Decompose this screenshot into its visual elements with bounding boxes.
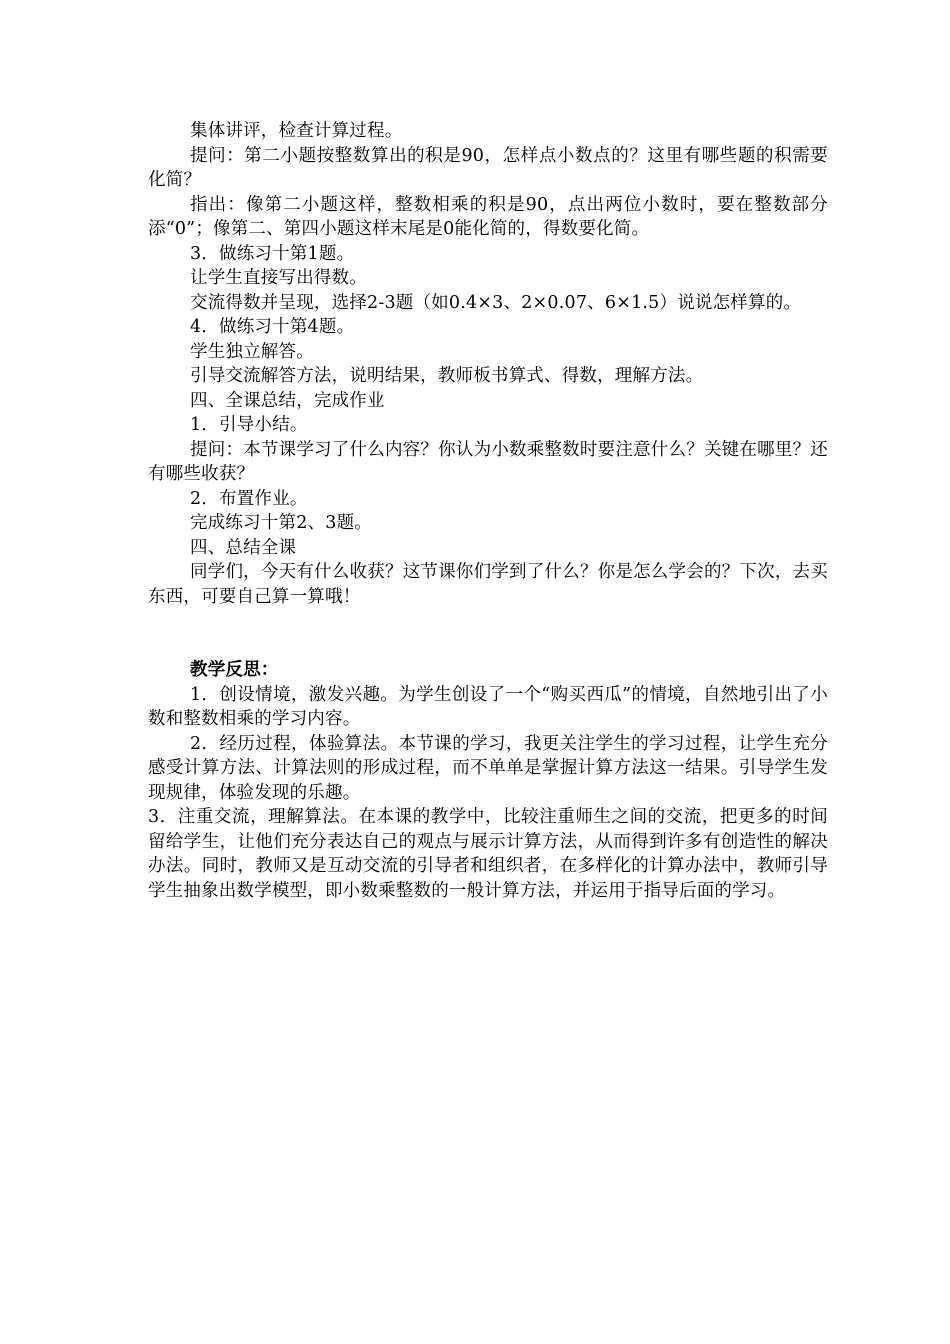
paragraph-write-results: 让学生直接写出得数。 (190, 268, 367, 288)
section-gap (148, 609, 828, 658)
paragraph-independent: 学生独立解答。 (190, 341, 314, 362)
paragraph-exercise-1: 3．做练习十第1题。 (190, 243, 355, 264)
document-body (148, 119, 828, 903)
paragraph-conclusion: 同学们，今天有什么收获？这节课你们学到了什么？你是怎么学会的？下次，去买东西，可要自己算一算哦！ (148, 562, 828, 607)
paragraph-review: 集体讲评，检查计算过程。 (190, 121, 403, 141)
paragraph-point-out: 指出：像第二小题这样，整数相乘的积是90，点出两位小数时，要在整数部分添“0”；像第二、第四小题这样末尾是0能化简的，得数要化简。 (148, 194, 828, 239)
reflection-heading: 教学反思： (190, 660, 279, 680)
reflection-item-3: 3．注重交流，理解算法。在本课的教学中，比较注重师生之间的交流，把更多的时间留给学生，让他们充分表达自己的观点与展示计算方法，从而得到许多有创造性的解决办法。同时，教师又是互动交流的引导者和组织者，在多样化的计算办法中，教师引导学生抽象出数学模型，即小数乘整数的一般计算方法，并运用于指导后面的学习。 (148, 807, 828, 901)
paragraph-guide-summary: 1．引导小结。 (190, 415, 308, 435)
paragraph-homework: 2．布置作业。 (190, 488, 308, 509)
section-summary-heading: 四、全课总结，完成作业 (190, 390, 385, 411)
section-conclusion-heading: 四、总结全课 (190, 537, 297, 558)
paragraph-exchange-results: 交流得数并呈现，选择2-3题（如0.4×3、2×0.07、6×1.5）说说怎样算的。 (190, 292, 802, 313)
reflection-item-2: 2．经历过程，体验算法。本节课的学习，我更关注学生的学习过程，让学生充分感受计算方法、计算法则的形成过程，而不单单是掌握计算方法这一结果。引导学生发现规律，体验发现的乐趣。 (148, 733, 828, 803)
reflection-item-1: 1．创设情境，激发兴趣。为学生创设了一个“购买西瓜”的情境，自然地引出了小数和整数相乘的学习内容。 (148, 684, 828, 729)
paragraph-exercise-4: 4．做练习十第4题。 (190, 317, 355, 337)
paragraph-homework-detail: 完成练习十第2、3题。 (190, 513, 372, 533)
paragraph-guide-exchange: 引导交流解答方法，说明结果，教师板书算式、得数，理解方法。 (190, 366, 704, 386)
paragraph-question-product: 提问：第二小题按整数算出的积是90，怎样点小数点的？这里有哪些题的积需要化简？ (148, 145, 828, 190)
paragraph-question-summary: 提问：本节课学习了什么内容？你认为小数乘整数时要注意什么？关键在哪里？还有哪些收获？ (148, 439, 828, 484)
